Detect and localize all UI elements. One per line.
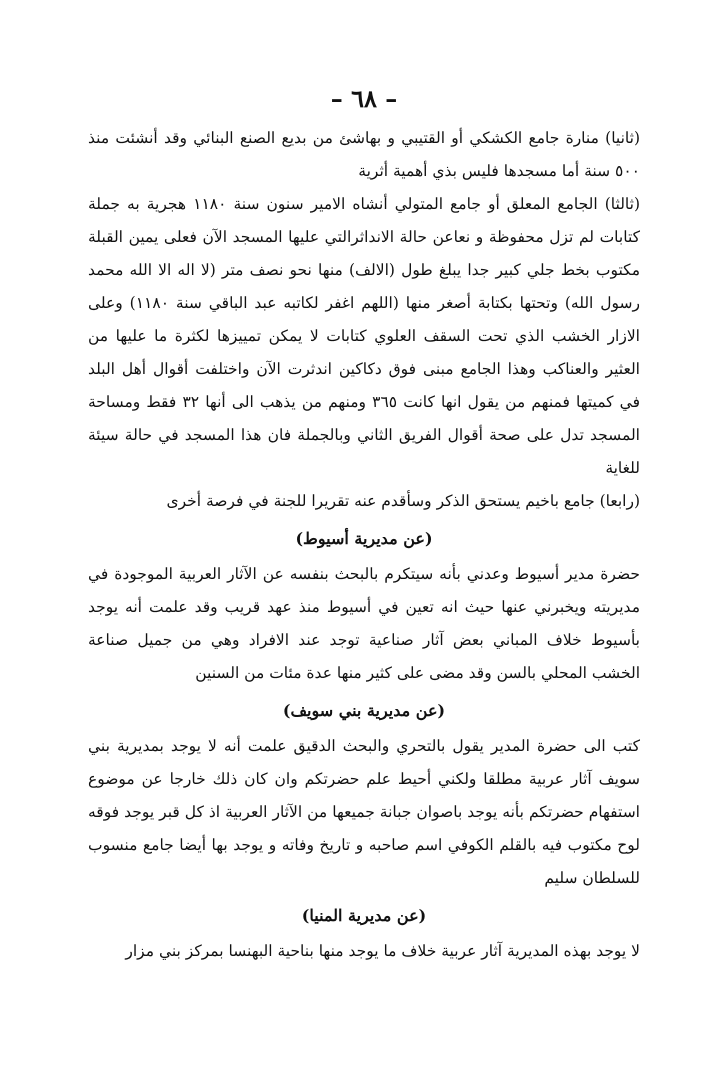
section-heading-beni-suef: (عن مديرية بني سويف) xyxy=(282,701,446,720)
section-heading-asyut: (عن مديرية أسيوط) xyxy=(295,529,433,548)
document-page xyxy=(88,84,640,968)
paragraph-fourthly-akhmim-mosque: (رابعا) جامع باخيم يستحق الذكر وسأقدم عنه تقريرا للجنة في فرصة أخرى xyxy=(166,492,640,510)
section-body-minya: لا يوجد بهذه المديرية آثار عربية خلاف ما يوجد منها بناحية البهنسا بمركز بني مزار xyxy=(125,942,640,960)
paragraph-thirdly-hanging-mosque: (ثالثا) الجامع المعلق أو جامع المتولي أنشاه الامير سنون سنة ١١٨٠ هجرية به جملة كتابات لم تزل محفوظة و نعاعن حالة الانداثرالتي عليها المسجد الآن فعلى يمين القبلة مكتوب بخط جلي كبير جدا يبلغ طول (الالف) منها نحو نصف متر (لا اله الا الله محمد رسول الله) وتحتها بكتابة أصغر منها (اللهم اغفر لكاتبه عبد الباقي سنة ١١٨٠) وعلى الازار الخشب الذي تحت السقف العلوي كتابات لا يمكن تمييزها لكثرة ما عليها من العثير والعناكب وهذا الجامع مبنى فوق دكاكين اندثرت الآن واختلفت أقوال أهل البلد في كميتها فمنهم من يقول انها كانت ٣٦٥ ومنهم من يذهب الى أنها ٣٢ فقط ومساحة المسجد تدل على صحة أقوال الفريق الثاني وبالجملة فان هذا المسجد في حالة سيئة للغاية xyxy=(88,195,640,477)
section-body-asyut: حضرة مدير أسيوط وعدني بأنه سيتكرم بالبحث بنفسه عن الآثار العربية الموجودة في مديريته ويخبرني عنها حيث انه تعين في أسيوط منذ عهد قريب وقد علمت أنه يوجد بأسيوط خلاف المباني بعض آثار صناعية توجد عند الافراد وهي من جميل صناعة الخشب المحلي بالسن وقد مضى على كثير منها عدة مئات من السنين xyxy=(88,565,640,682)
page-number: – ٦٨ – xyxy=(330,84,398,113)
section-body-beni-suef: كتب الى حضرة المدير يقول بالتحري والبحث الدقيق علمت أنه لا يوجد بمديرية بني سويف آثار عربية مطلقا ولكني أحيط علم حضرتكم وان كان ذلك خارجا عن موضوع استفهام حضرتكم بأنه يوجد باصوان جبانة جميعها من الآثار العربية اذ كل قبر يوجد فوقه لوح مكتوب فيه بالقلم الكوفي اسم صاحبه و تاريخ وفاته و يوجد بها أيضا جامع منسوب للسلطان سليم xyxy=(88,737,640,887)
section-heading-minya: (عن مديرية المنيا) xyxy=(301,906,427,925)
paragraph-secondly-minaret: (ثانيا) منارة جامع الكشكي أو القتيبي و بهاشئ من بديع الصنع البنائي وقد أنشئت منذ ٥٠٠ سنة أما مسجدها فليس بذي أهمية أثرية xyxy=(88,129,640,180)
